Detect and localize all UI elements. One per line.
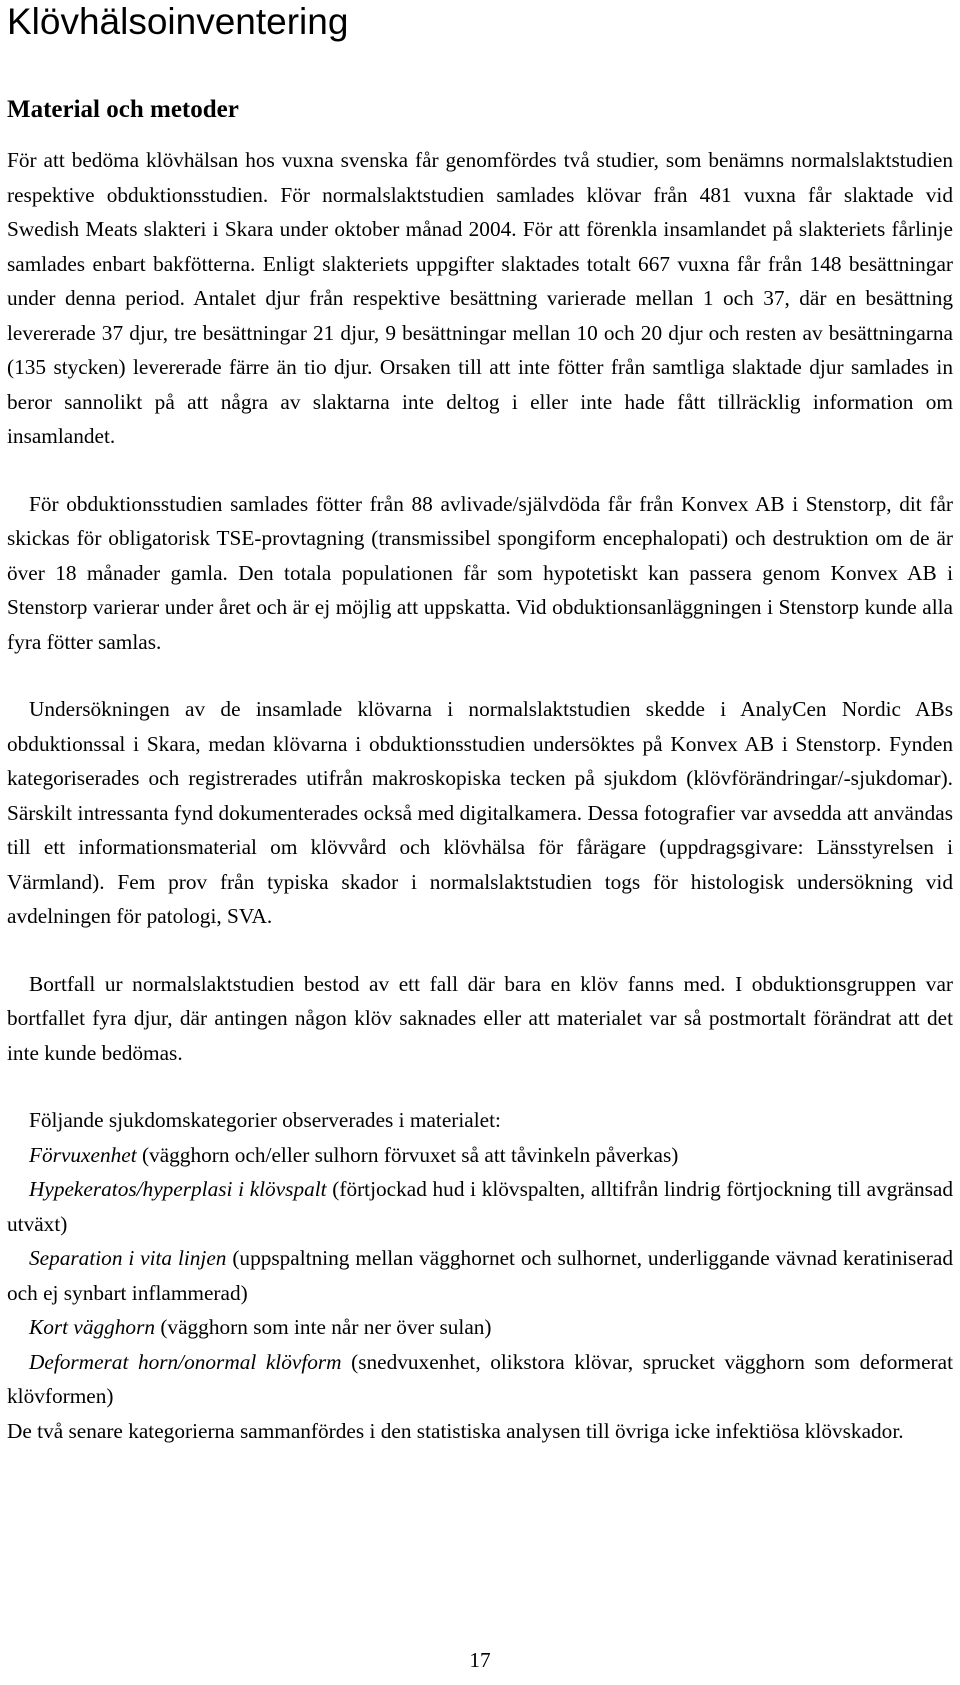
paragraph-bortfall: Bortfall ur normalslaktstudien bestod av ett fall där bara en klöv fanns med. I obduktionsgruppen var bortfallet fyra djur, där antingen någon klöv saknades eller att materialet var så postmortalt förändrat att det inte kunde bedömas. bbox=[7, 971, 953, 1065]
section-heading: Material och metoder bbox=[7, 96, 239, 123]
category-name: Förvuxenhet bbox=[29, 1142, 137, 1167]
document-body bbox=[7, 143, 953, 1448]
category-item bbox=[7, 1345, 953, 1414]
paragraph-normalslaktstudien: För att bedöma klövhälsan hos vuxna svenska får genomfördes två studier, som benämns normalslaktstudien respektive obduktionsstudien. För normalslaktstudien samlades klövar från 481 vuxna får slaktade vid Swedish Meats slakteri i Skara under oktober månad 2004. För att förenkla insamlandet på slakteriets fårlinje samlades enbart bakfötterna. Enligt slakteriets uppgifter slaktades totalt 667 vuxna får från 148 besättningar under denna period. Antalet djur från respektive besättning varierade mellan 1 och 37, där en besättning levererade 37 djur, tre besättningar 21 djur, 9 besättningar mellan 10 och 20 djur och resten av besättningarna (135 stycken) levererade färre än tio djur. Orsaken till att inte fötter från samtliga slaktade djur samlades in beror sannolikt på att några av slaktarna inte deltog i eller inte hade fått tillräcklig information om insamlandet. bbox=[7, 148, 953, 448]
category-item bbox=[7, 1138, 953, 1173]
disease-categories-list bbox=[7, 1103, 953, 1448]
category-item bbox=[7, 1172, 953, 1241]
page-number: 17 bbox=[469, 1648, 491, 1672]
category-item bbox=[7, 1241, 953, 1310]
paragraph-obduktionsstudien: För obduktionsstudien samlades fötter från 88 avlivade/självdöda får från Konvex AB i Stenstorp, dit får skickas för obligatorisk TSE-provtagning (transmissibel spongiform encephalopati) och destruktion om de är över 18 månader gamla. Den totala populationen får som hypotetiskt kan passera genom Konvex AB i Stenstorp varierar under året och är ej möjlig att uppskatta. Vid obduktionsanläggningen i Stenstorp kunde alla fyra fötter samlas. bbox=[7, 491, 953, 654]
category-description: (vägghorn och/eller sulhorn förvuxet så att tåvinkeln påverkas) bbox=[136, 1142, 679, 1167]
categories-intro: Följande sjukdomskategorier observerades i materialet: bbox=[29, 1108, 501, 1132]
category-name: Hypekeratos/hyperplasi i klövspalt bbox=[29, 1177, 327, 1201]
category-name: Deformerat horn/onormal klövform bbox=[29, 1349, 342, 1374]
category-description: (snedvuxenhet, olikstora klövar, sprucket vägghorn som deformerat klövformen) bbox=[7, 1349, 953, 1408]
document-title: Klövhälsoinventering bbox=[7, 1, 349, 42]
category-description: (förtjockad hud i klövspalten, alltifrån lindrig förtjockning till avgränsad utväxt) bbox=[7, 1177, 953, 1236]
category-name: Kort vägghorn bbox=[29, 1315, 156, 1339]
category-description: (vägghorn som inte når ner över sulan) bbox=[155, 1315, 492, 1339]
paragraph-undersokningen: Undersökningen av de insamlade klövarna i normalslaktstudien skedde i AnalyCen Nordic ABs obduktionssal i Skara, medan klövarna i obduktionsstudien undersöktes på Konvex AB i Stenstorp. Fynden kategoriserades och registrerades utifrån makroskopiska tecken på sjukdom (klövförändringar/-sjukdomar). Särskilt intressanta fynd dokumenterades också med digitalkamera. Dessa fotografier var avsedda att användas till ett informationsmaterial om klövvård och klövhälsa för fårägare (uppdragsgivare: Länsstyrelsen i Värmland). Fem prov från typiska skador i normalslaktstudien togs för histologisk undersökning vid avdelningen för patologi, SVA. bbox=[7, 697, 953, 928]
category-item bbox=[7, 1310, 953, 1345]
category-description: (uppspaltning mellan vägghornet och sulhornet, underliggande vävnad keratiniserad och ej synbart inflammerad) bbox=[7, 1246, 953, 1305]
closing-paragraph: De två senare kategorierna sammanfördes i den statistiska analysen till övriga icke infektiösa klövskador. bbox=[7, 1418, 904, 1443]
category-name: Separation i vita linjen bbox=[29, 1246, 227, 1270]
